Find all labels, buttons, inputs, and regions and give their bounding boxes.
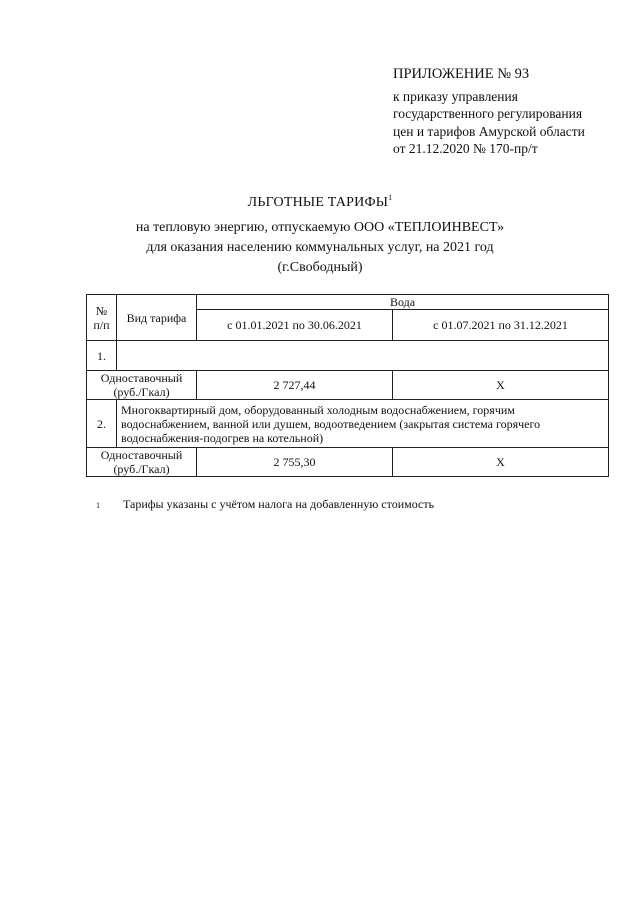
table-row bbox=[87, 371, 609, 400]
table-row bbox=[87, 400, 609, 448]
table-row bbox=[87, 341, 609, 371]
tariff-value-period-2: X bbox=[393, 371, 609, 400]
description-line: водоснабжением, ванной или душем, водоотведением (закрытая система горячего bbox=[121, 416, 541, 431]
tariff-value-period-1: 2 727,44 bbox=[197, 371, 393, 400]
tariff-label: Одноставочный (руб./Гкал) bbox=[87, 371, 197, 400]
header-water: Вода bbox=[197, 295, 609, 310]
tariff-table bbox=[86, 294, 609, 477]
description-line: Многоквартирный дом, оборудованный холодным водоснабжением, горячим bbox=[121, 402, 515, 417]
section-description bbox=[117, 341, 609, 371]
footnote-mark: 1 bbox=[96, 501, 100, 510]
tariff-label: Одноставочный (руб./Гкал) bbox=[87, 448, 197, 477]
section-number: 1. bbox=[87, 341, 117, 371]
appendix-line: цен и тарифов Амурской области bbox=[393, 123, 585, 139]
subtitle-line: (г.Свободный) bbox=[277, 260, 363, 275]
section-number: 2. bbox=[87, 400, 117, 448]
document-title bbox=[0, 193, 640, 211]
header-period-2: с 01.07.2021 по 31.12.2021 bbox=[393, 310, 609, 341]
appendix-line: от 21.12.2020 № 170-пр/т bbox=[393, 141, 538, 156]
tariff-value-period-1: 2 755,30 bbox=[197, 448, 393, 477]
document-subtitle bbox=[0, 218, 640, 278]
header-number: № п/п bbox=[87, 295, 117, 341]
subtitle-line: на тепловую энергию, отпускаемую ООО «ТЕПЛОИНВЕСТ» bbox=[135, 220, 505, 235]
title-text: ЛЬГОТНЫЕ ТАРИФЫ bbox=[247, 195, 389, 210]
description-line: водоснабжения-подогрев на котельной) bbox=[121, 430, 324, 445]
section-description bbox=[117, 400, 609, 448]
tariff-value-period-2: X bbox=[393, 448, 609, 477]
footnote-text: Тарифы указаны с учётом налога на добавленную стоимость bbox=[123, 497, 435, 511]
appendix-heading: ПРИЛОЖЕНИЕ № 93 bbox=[393, 66, 530, 82]
appendix-line: государственного регулирования bbox=[393, 106, 583, 121]
appendix-block bbox=[393, 66, 585, 158]
title-footnote-mark: 1 bbox=[388, 193, 393, 202]
header-tariff-type: Вид тарифа bbox=[117, 295, 197, 341]
header-period-1: с 01.01.2021 по 30.06.2021 bbox=[197, 310, 393, 341]
appendix-line: к приказу управления bbox=[393, 88, 518, 104]
subtitle-line: для оказания населению коммунальных услуг, на 2021 год bbox=[146, 240, 494, 255]
table-row bbox=[87, 448, 609, 477]
